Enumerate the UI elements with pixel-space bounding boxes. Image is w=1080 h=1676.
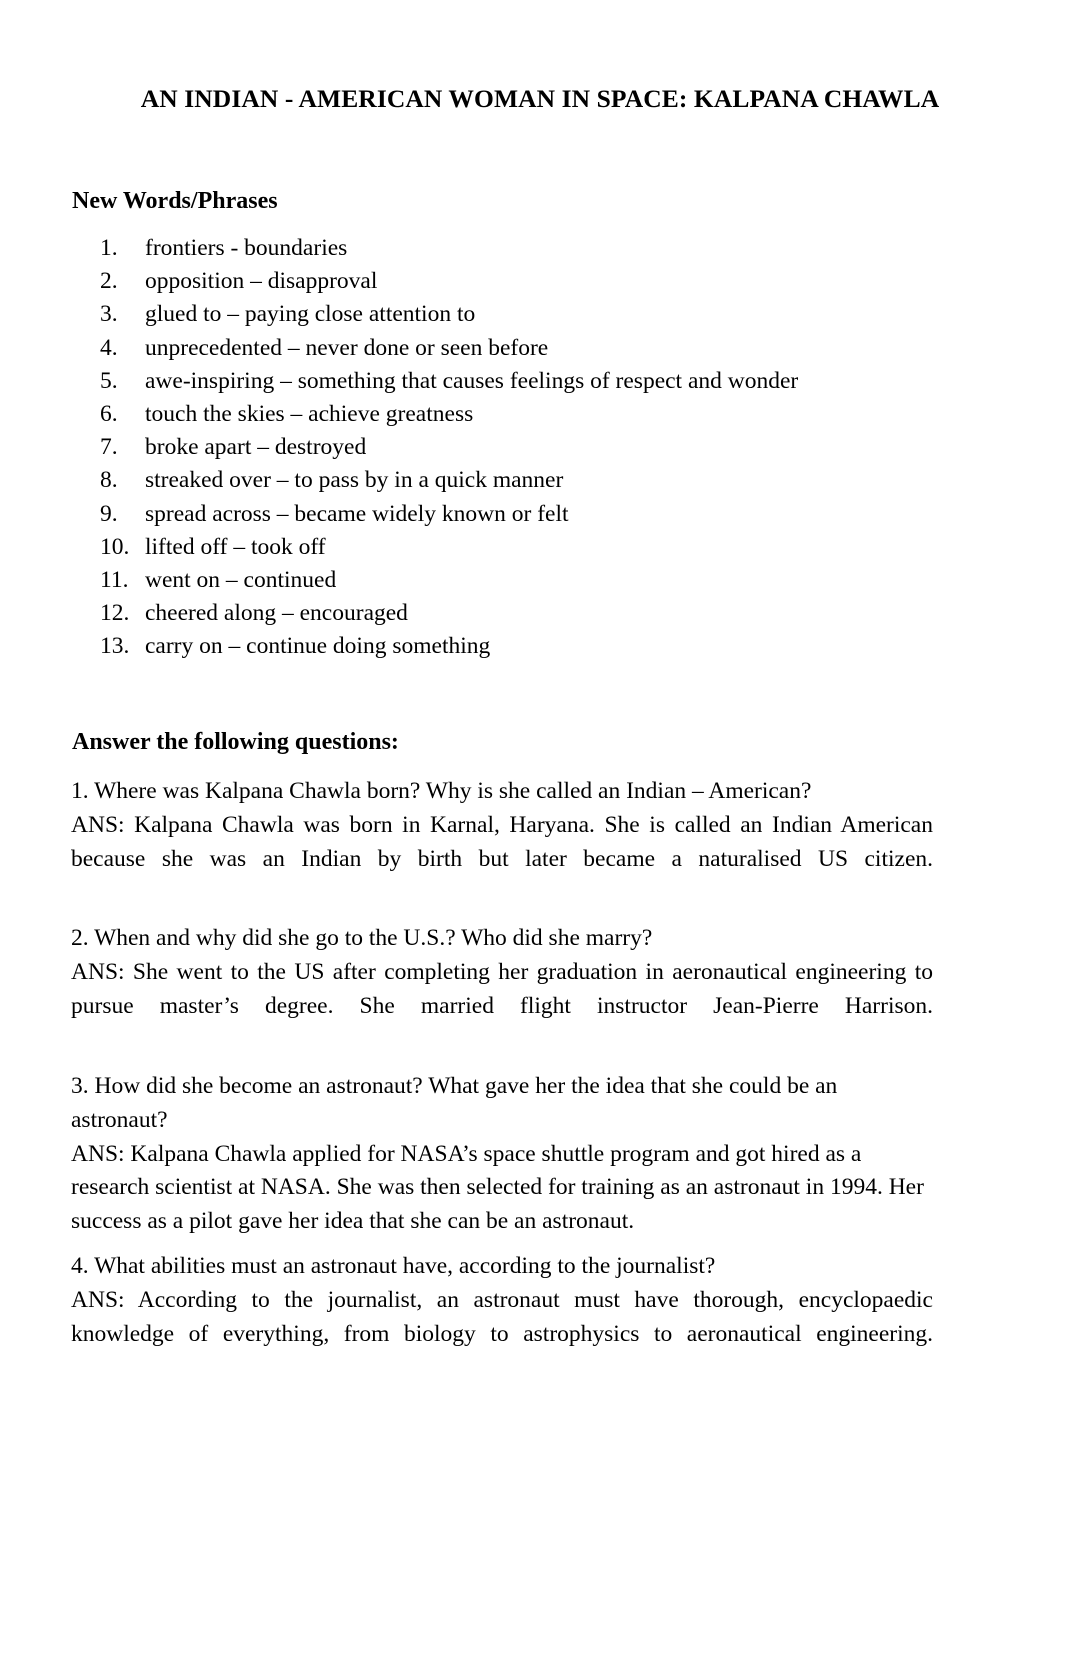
list-item-text: streaked over – to pass by in a quick manner	[145, 467, 564, 494]
new-words-heading: New Words/Phrases	[72, 188, 278, 214]
answer-text: ANS: She went to the US after completing her graduation in aeronautical engineering to pursue master’s degree. She married flight instructor Jean-Pierre Harrison.	[71, 958, 933, 1019]
list-item-text: spread across – became widely known or felt	[145, 500, 569, 527]
answer-text: ANS: Kalpana Chawla applied for NASA’s space shuttle program and got hired as a research scientist at NASA. She was then selected for training as an astronaut in 1994. Her success as a pilot gave her idea that she can be an astronaut.	[71, 1140, 924, 1235]
list-item	[100, 232, 1000, 265]
list-item-text: unprecedented – never done or seen before	[145, 334, 549, 361]
list-item	[100, 597, 1000, 630]
list-item-text: opposition – disapproval	[145, 268, 378, 295]
list-item	[100, 498, 1000, 531]
question-text: 4. What abilities must an astronaut have, according to the journalist?	[71, 1253, 716, 1279]
list-item-number: 7.	[100, 434, 118, 461]
question-text: 3. How did she become an astronaut? What gave her the idea that she could be an astronaut?	[71, 1073, 838, 1133]
list-item-number: 8.	[100, 467, 118, 494]
qa-block-4	[71, 1250, 933, 1385]
question-text: 2. When and why did she go to the U.S.? Who did she marry?	[71, 925, 653, 951]
list-item-number: 2.	[100, 268, 118, 295]
qa-block-1	[71, 775, 933, 910]
list-item-number: 4.	[100, 334, 118, 361]
list-item-text: lifted off – took off	[145, 533, 326, 560]
list-item-text: carry on – continue doing something	[145, 633, 491, 660]
list-item	[100, 464, 1000, 497]
list-item-number: 5.	[100, 367, 118, 394]
list-item	[100, 564, 1000, 597]
new-words-list	[100, 232, 1000, 664]
list-item	[100, 265, 1000, 298]
qa-block-3	[71, 1070, 933, 1239]
list-item-text: glued to – paying close attention to	[145, 301, 476, 328]
qa-block-2	[71, 922, 933, 1057]
list-item-text: touch the skies – achieve greatness	[145, 401, 474, 428]
page-title: AN INDIAN - AMERICAN WOMAN IN SPACE: KALPANA CHAWLA	[140, 84, 940, 113]
list-item	[100, 431, 1000, 464]
list-item-number: 3.	[100, 301, 118, 328]
list-item-text: went on – continued	[145, 567, 337, 594]
list-item-number: 11.	[100, 567, 129, 594]
list-item	[100, 630, 1000, 663]
list-item-number: 10.	[100, 533, 130, 560]
question-text: 1. Where was Kalpana Chawla born? Why is she called an Indian – American?	[71, 778, 812, 804]
list-item-number: 9.	[100, 500, 118, 527]
answer-text: ANS: According to the journalist, an astronaut must have thorough, encyclopaedic knowledge of everything, from biology to astrophysics to aeronautical engineering.	[71, 1286, 933, 1347]
list-item	[100, 332, 1000, 365]
questions-heading: Answer the following questions:	[72, 729, 399, 755]
list-item	[100, 531, 1000, 564]
list-item-text: cheered along – encouraged	[145, 600, 408, 627]
list-item-text: broke apart – destroyed	[145, 434, 367, 461]
list-item-text: awe-inspiring – something that causes feelings of respect and wonder	[145, 367, 799, 394]
list-item	[100, 365, 1000, 398]
list-item-number: 1.	[100, 235, 118, 261]
list-item-text: frontiers - boundaries	[145, 235, 348, 261]
answer-text: ANS: Kalpana Chawla was born in Karnal, Haryana. She is called an Indian American because she was an Indian by birth but later became a naturalised US citizen.	[71, 811, 933, 872]
list-item-number: 13.	[100, 633, 130, 660]
list-item	[100, 298, 1000, 331]
list-item-number: 6.	[100, 401, 118, 428]
list-item-number: 12.	[100, 600, 130, 627]
list-item	[100, 398, 1000, 431]
